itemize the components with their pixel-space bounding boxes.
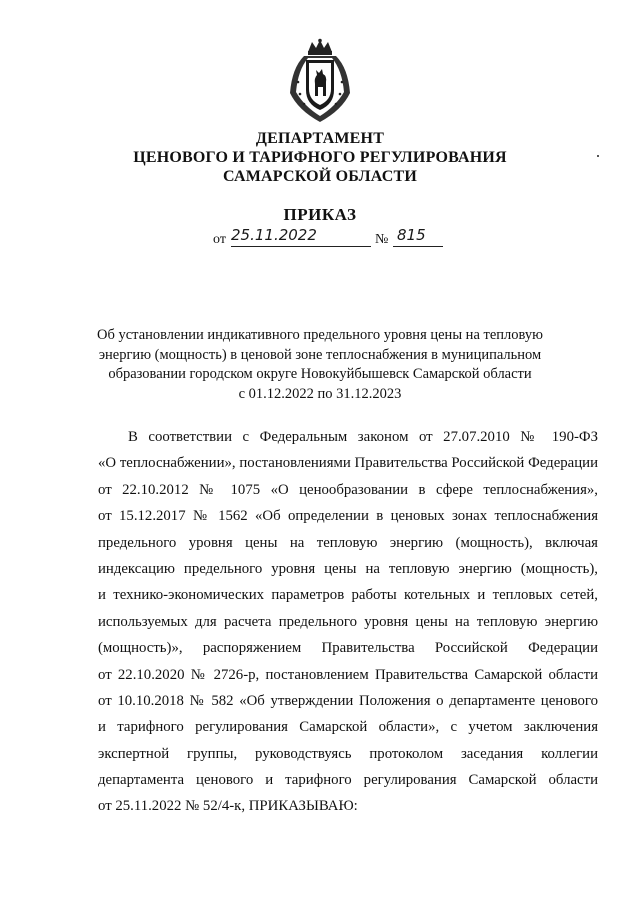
body-line: индексацию предельного уровня цены на тепловую энергию (мощность), xyxy=(98,560,598,577)
number-underline xyxy=(393,246,443,247)
scan-speck xyxy=(597,155,599,157)
subject-line: Об установлении индикативного предельного уровня цены на тепловую xyxy=(97,327,543,343)
body-line: используемых для расчета предельного уровня цены на тепловую энергию xyxy=(98,613,598,630)
body-line: от 15.12.2017 № 1562 «Об определении в ценовых зонах теплоснабжения xyxy=(98,508,598,525)
date-underline xyxy=(231,246,371,247)
subject-line: с 01.12.2022 по 31.12.2023 xyxy=(238,385,402,402)
body-line: «О теплоснабжении», постановлениями Правительства Российской Федерации xyxy=(98,455,598,472)
coat-of-arms-icon xyxy=(284,38,356,124)
order-subject xyxy=(96,326,544,404)
subject-line: энергию (мощность) в ценовой зоне теплоснабжения в муниципальном xyxy=(98,346,542,363)
handwritten-number: 815 xyxy=(397,226,426,244)
body-line: от 22.10.2020 № 2726-р, постановлением Правительства Самарской области xyxy=(98,666,598,683)
body-line: (мощность)», распоряжением Правительства Российской Федерации xyxy=(98,640,598,657)
department-title-line-3: САМАРСКОЙ ОБЛАСТИ xyxy=(223,168,417,185)
body-line: департамента ценового и тарифного регулирования Самарской области xyxy=(98,772,598,789)
body-line: от 10.10.2018 № 582 «Об утверждении Положения о департаменте ценового xyxy=(98,692,598,709)
body-line: от 25.11.2022 № 52/4-к, ПРИКАЗЫВАЮ: xyxy=(98,798,358,815)
body-line: В соответствии с Федеральным законом от 27.07.2010 № 190-ФЗ xyxy=(128,429,598,445)
body-line: экспертной группы, руководствуясь протоколом заседания коллегии xyxy=(98,745,598,762)
department-title-line-2: ЦЕНОВОГО И ТАРИФНОГО РЕГУЛИРОВАНИЯ xyxy=(133,149,507,166)
body-line: от 22.10.2012 № 1075 «О ценообразовании в сфере теплоснабжения», xyxy=(98,481,598,498)
body-line: предельного уровня цены на тепловую энергию (мощность), включая xyxy=(98,534,598,551)
order-title: ПРИКАЗ xyxy=(283,205,357,224)
subject-line: образовании городском округе Новокуйбышевск Самарской области xyxy=(108,366,532,382)
department-title-line-1: ДЕПАРТАМЕНТ xyxy=(255,130,385,147)
body-line: и тарифного регулирования Самарской области», с учетом заключения xyxy=(98,719,598,736)
handwritten-date: 25.11.2022 xyxy=(231,226,317,244)
number-label: № xyxy=(375,232,389,247)
body-line: и технико-экономических параметров работы котельных и тепловых сетей, xyxy=(98,587,598,604)
date-label: от xyxy=(213,232,226,247)
order-preamble xyxy=(98,424,598,820)
